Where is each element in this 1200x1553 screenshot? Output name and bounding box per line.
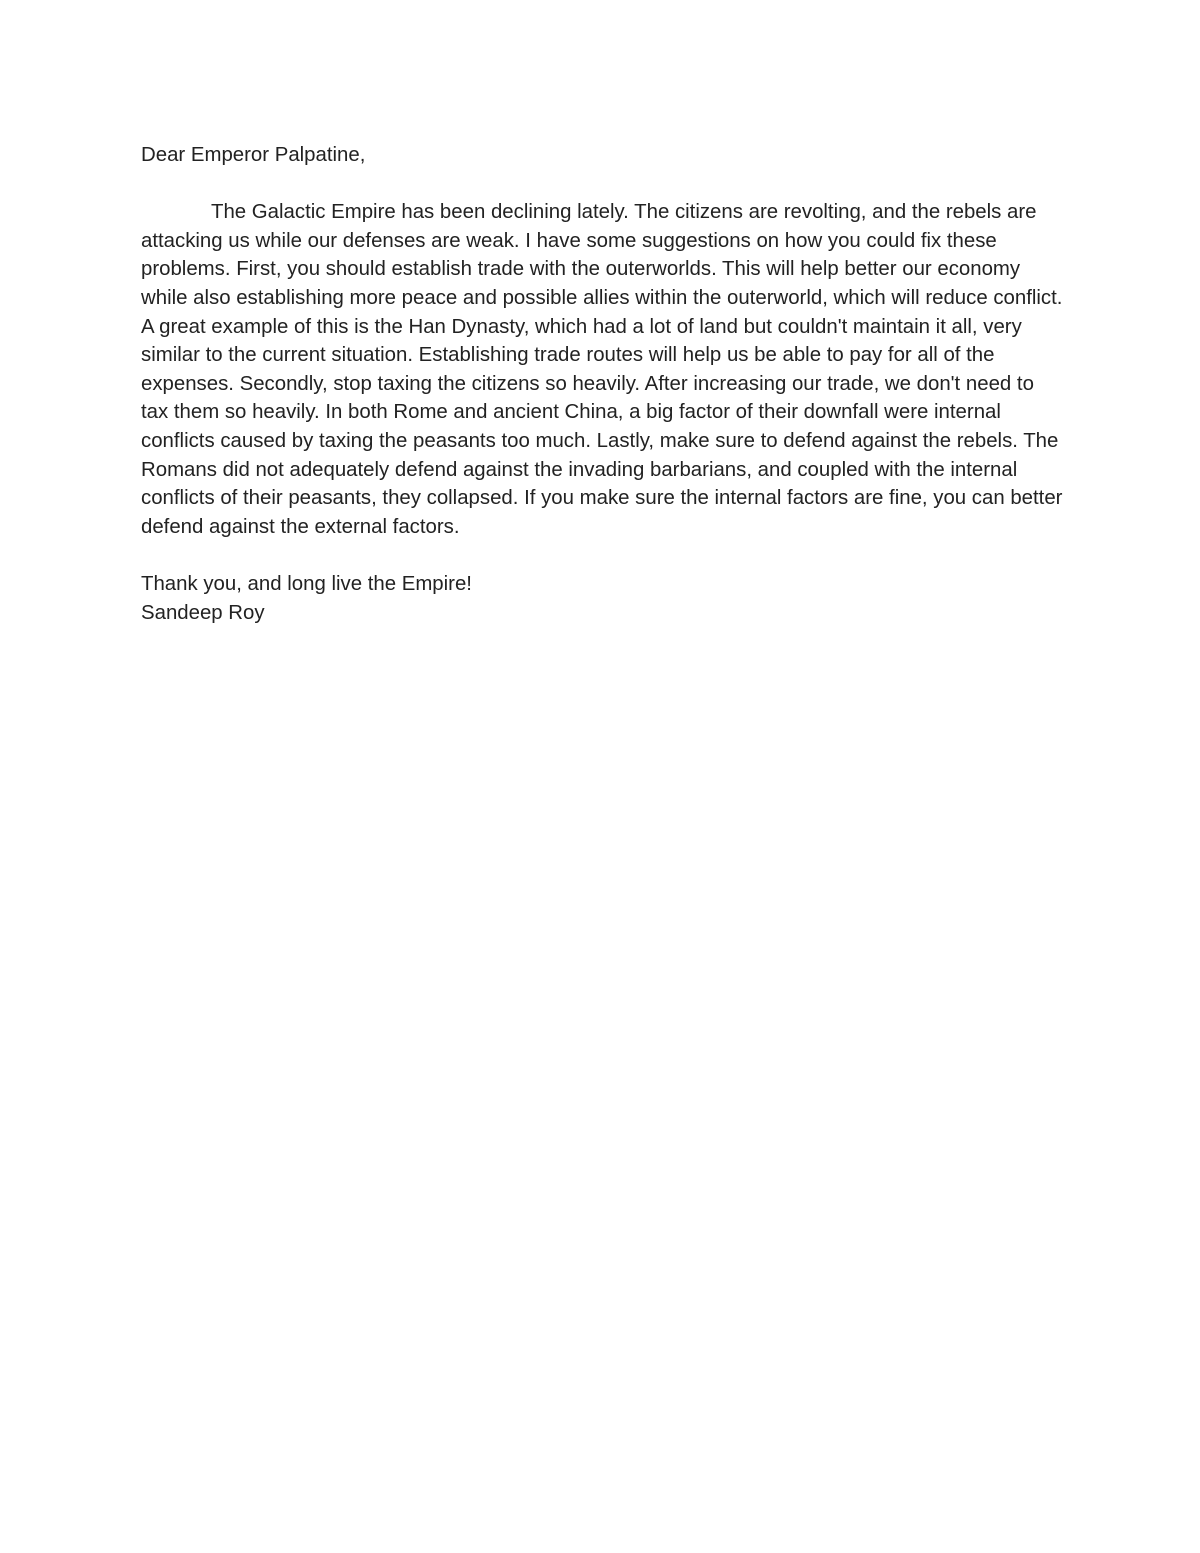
letter bbox=[141, 141, 1066, 627]
letter-closing: Thank you, and long live the Empire! bbox=[141, 572, 472, 595]
letter-body: The Galactic Empire has been declining lately. The citizens are revolting, and the rebels are attacking us while our defenses are weak. I have some suggestions on how you could fix these problems. First, you should establish trade with the outerworlds. This will help better our economy while also establishing more peace and possible allies within the outerworld, which will reduce conflict. A great example of this is the Han Dynasty, which had a lot of land but couldn't maintain it all, very similar to the current situation. Establishing trade routes will help us be able to pay for all of the expenses. Secondly, stop taxing the citizens so heavily. After increasing our trade, we don't need to tax them so heavily. In both Rome and ancient China, a big factor of their downfall were internal conflicts caused by taxing the peasants too much. Lastly, make sure to defend against the rebels. The Romans did not adequately defend against the invading barbarians, and coupled with the internal conflicts of their peasants, they collapsed. If you make sure the internal factors are fine, you can better defend against the external factors. bbox=[141, 201, 1063, 538]
letter-signature: Sandeep Roy bbox=[141, 601, 265, 624]
letter-greeting: Dear Emperor Palpatine, bbox=[141, 144, 366, 166]
